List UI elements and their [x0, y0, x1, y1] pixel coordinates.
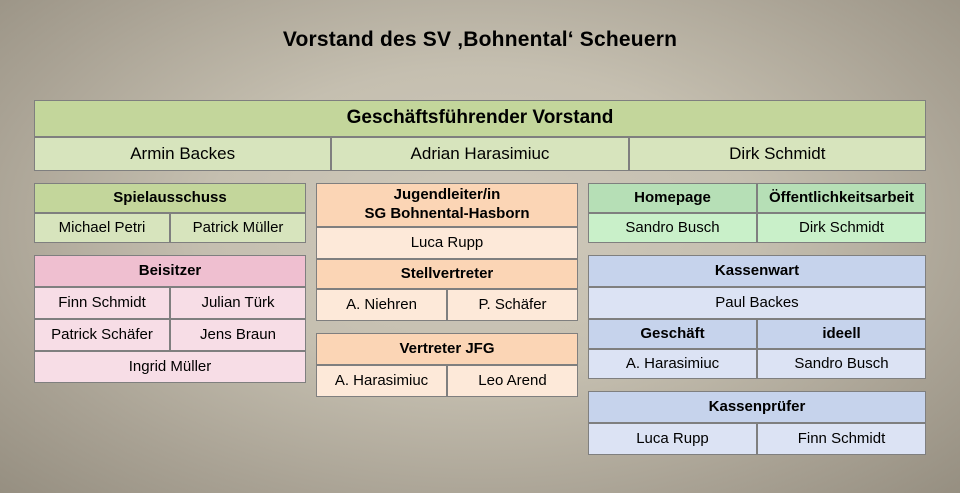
- row-beisitzer-2: [34, 319, 306, 351]
- beisitzer-member: Jens Braun: [170, 319, 306, 351]
- row-stellvertreter-members: [316, 289, 578, 321]
- kassenwart-name: Paul Backes: [588, 287, 926, 319]
- row-kassenwart-subheaders: [588, 319, 926, 349]
- header-jugendleiter-line2: SG Bohnental-Hasborn: [364, 205, 530, 222]
- group-kassenwart: [588, 255, 926, 379]
- header-oeffentlichkeitsarbeit: Öffentlichkeitsarbeit: [757, 183, 926, 213]
- header-spielausschuss: Spielausschuss: [34, 183, 306, 213]
- header-ideell: ideell: [757, 319, 926, 349]
- beisitzer-member: Finn Schmidt: [34, 287, 170, 319]
- vorstand-member: Armin Backes: [34, 137, 331, 171]
- columns-container: [34, 183, 926, 467]
- header-geschaeftsfuehrender-vorstand: Geschäftsführender Vorstand: [34, 100, 926, 137]
- header-geschaeft: Geschäft: [588, 319, 757, 349]
- header-kassenpruefer: Kassenprüfer: [588, 391, 926, 423]
- stellvertreter-member: A. Niehren: [316, 289, 447, 321]
- jugendleiter-name: Luca Rupp: [316, 227, 578, 259]
- homepage-member: Sandro Busch: [588, 213, 757, 243]
- header-kassenwart: Kassenwart: [588, 255, 926, 287]
- header-jugendleiter: [316, 183, 578, 227]
- column-middle: [316, 183, 578, 409]
- stellvertreter-member: P. Schäfer: [447, 289, 578, 321]
- row-beisitzer-1: [34, 287, 306, 319]
- column-right: [588, 183, 926, 467]
- geschaeft-member: A. Harasimiuc: [588, 349, 757, 379]
- row-vertreter-jfg-members: [316, 365, 578, 397]
- group-spielausschuss: [34, 183, 306, 243]
- row-spielausschuss-members: [34, 213, 306, 243]
- header-vertreter-jfg: Vertreter JFG: [316, 333, 578, 365]
- oeffentlichkeitsarbeit-member: Dirk Schmidt: [757, 213, 926, 243]
- group-kassenpruefer: [588, 391, 926, 455]
- header-beisitzer: Beisitzer: [34, 255, 306, 287]
- page-title: Vorstand des SV ‚Bohnental‘ Scheuern: [282, 28, 678, 51]
- vorstand-member: Adrian Harasimiuc: [331, 137, 628, 171]
- header-homepage: Homepage: [588, 183, 757, 213]
- group-medien: [588, 183, 926, 243]
- group-geschaeftsfuehrender-vorstand: [34, 100, 926, 171]
- vertreter-jfg-member: A. Harasimiuc: [316, 365, 447, 397]
- group-vertreter-jfg: [316, 333, 578, 397]
- header-stellvertreter: Stellvertreter: [316, 259, 578, 289]
- column-left: [34, 183, 306, 395]
- spielausschuss-member: Patrick Müller: [170, 213, 306, 243]
- row-medien-headers: [588, 183, 926, 213]
- kassenpruefer-member: Luca Rupp: [588, 423, 757, 455]
- vertreter-jfg-member: Leo Arend: [447, 365, 578, 397]
- group-jugendleiter: [316, 183, 578, 321]
- row-kassenpruefer-members: [588, 423, 926, 455]
- beisitzer-member: Ingrid Müller: [34, 351, 306, 383]
- beisitzer-member: Julian Türk: [170, 287, 306, 319]
- kassenpruefer-member: Finn Schmidt: [757, 423, 926, 455]
- row-beisitzer-3: [34, 351, 306, 383]
- row-kassenwart-submembers: [588, 349, 926, 379]
- vorstand-member: Dirk Schmidt: [629, 137, 926, 171]
- group-beisitzer: [34, 255, 306, 383]
- row-vorstand-members: [34, 137, 926, 171]
- spielausschuss-member: Michael Petri: [34, 213, 170, 243]
- org-chart-board: [34, 100, 926, 467]
- ideell-member: Sandro Busch: [757, 349, 926, 379]
- header-jugendleiter-line1: Jugendleiter/in: [393, 186, 501, 204]
- beisitzer-member: Patrick Schäfer: [34, 319, 170, 351]
- row-medien-members: [588, 213, 926, 243]
